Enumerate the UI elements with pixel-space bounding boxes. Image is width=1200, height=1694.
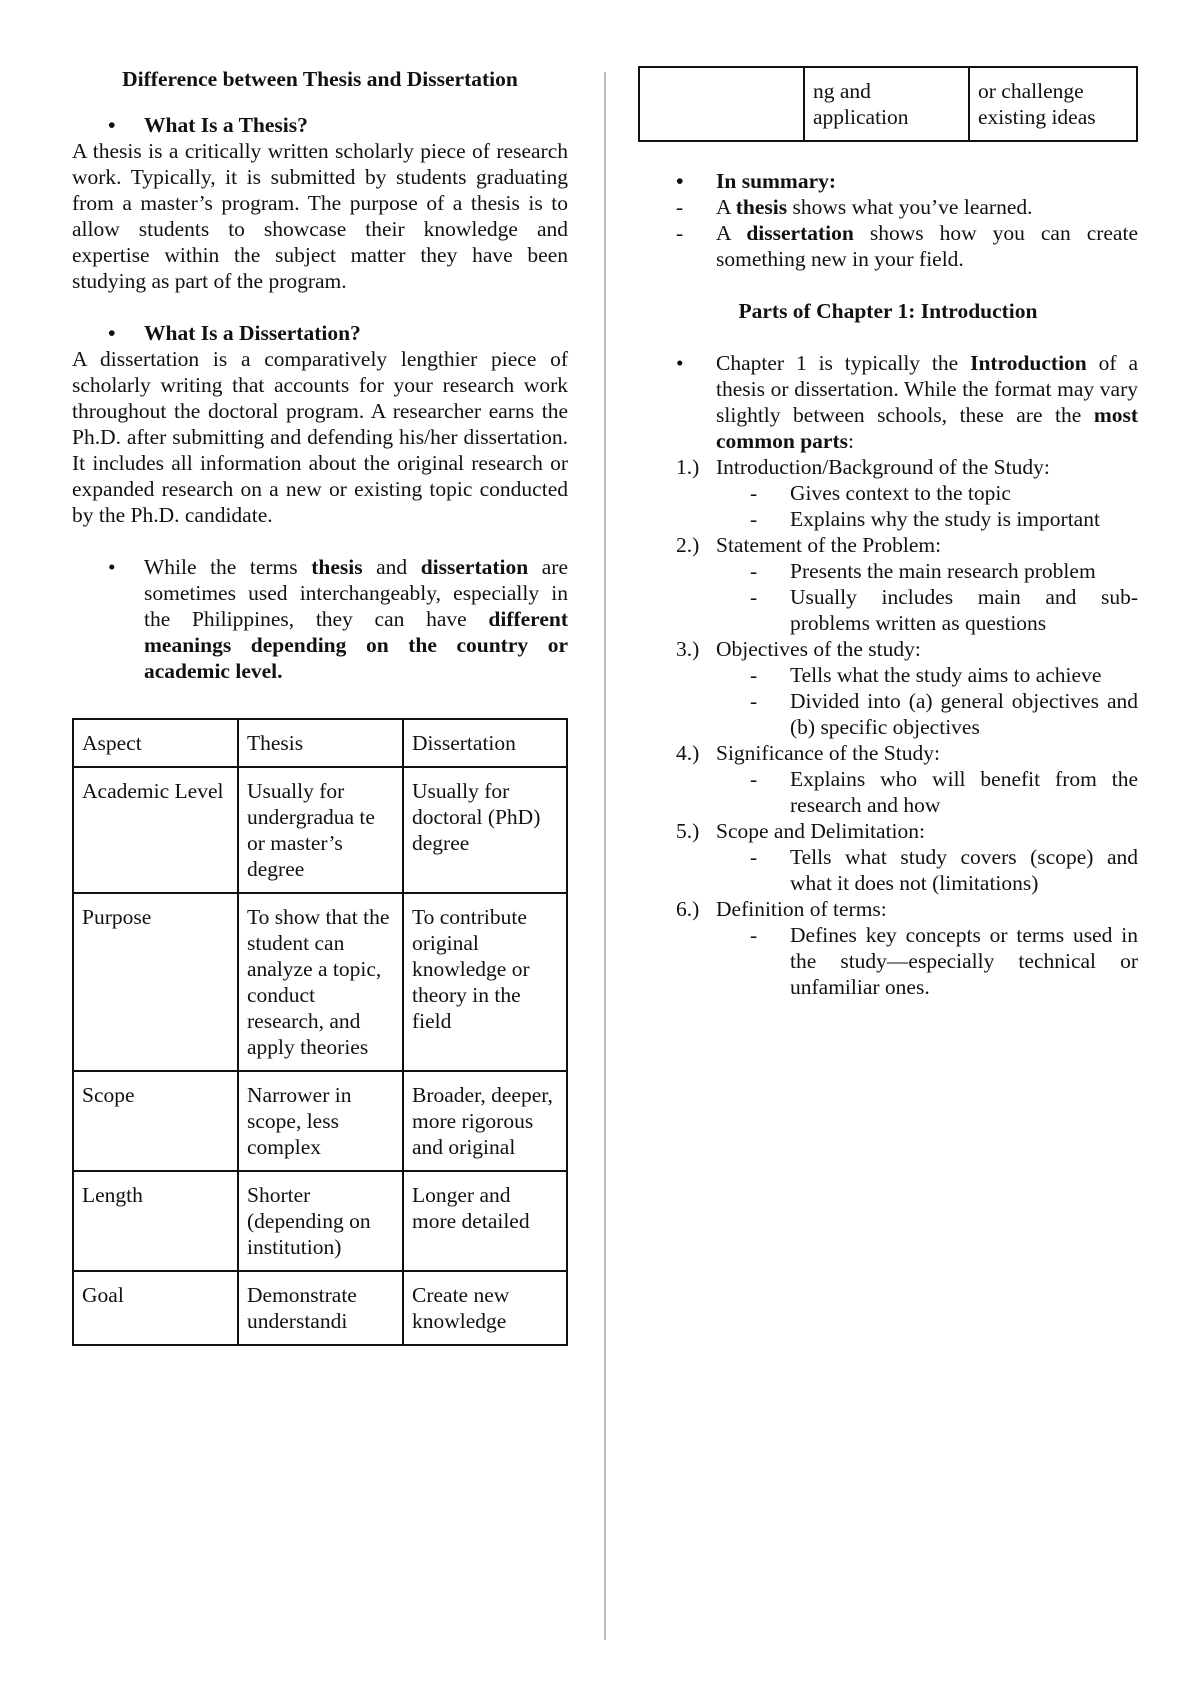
table-cell: Shorter (depending on institution) xyxy=(238,1171,403,1271)
part-subitem: - Tells what the study aims to achieve xyxy=(750,663,1102,687)
part-subitem: - Divided into (a) general objectives and (b) specific objectives xyxy=(750,689,1138,739)
table-header-cell: Dissertation xyxy=(403,719,567,767)
dash-icon: - xyxy=(750,689,758,713)
comparison-table-continued xyxy=(638,66,1138,142)
table-cell: To contribute original knowledge or theory in the field xyxy=(403,893,567,1071)
table-cell: or challenge existing ideas xyxy=(969,67,1137,141)
part-subitem: - Defines key concepts or terms used in the study—especially technical or unfamiliar ones. xyxy=(750,923,1138,999)
table-cell: Create new knowledge xyxy=(403,1271,567,1345)
part-title: 1.) Introduction/Background of the Study: xyxy=(676,455,1050,479)
table-row xyxy=(73,893,567,1071)
table-row xyxy=(639,67,1137,141)
table-cell: Usually for undergradua te or master’s degree xyxy=(238,767,403,893)
part-title: 4.) Significance of the Study: xyxy=(676,741,940,765)
dash-icon: - xyxy=(750,559,758,583)
part-title: 2.) Statement of the Problem: xyxy=(676,533,942,557)
part-subitem: - Explains who will benefit from the research and how xyxy=(750,767,1138,817)
bullet-icon: • xyxy=(676,169,684,193)
thesis-heading: What Is a Thesis? xyxy=(144,113,308,137)
dissertation-heading-item xyxy=(72,320,568,346)
document-title: Difference between Thesis and Dissertation xyxy=(122,67,518,91)
dash-icon: - xyxy=(750,481,758,505)
terms-note: • While the terms thesis and dissertation are sometimes used interchangeably, especially in the Philippines, they can have different meanings depending on the country or academic level. xyxy=(108,555,569,683)
table-cell: Purpose xyxy=(73,893,238,1071)
summary-item: - A dissertation shows how you can create something new in your field. xyxy=(676,221,1138,271)
table-cell xyxy=(639,67,804,141)
dash-icon: - xyxy=(750,923,758,947)
table-cell: Usually for doctoral (PhD) degree xyxy=(403,767,567,893)
dash-icon: - xyxy=(750,845,758,869)
dash-icon: - xyxy=(750,585,758,609)
part-subitem: - Presents the main research problem xyxy=(750,559,1096,583)
bullet-icon: • xyxy=(108,113,116,137)
table-cell: Academic Level xyxy=(73,767,238,893)
table-header-cell: Thesis xyxy=(238,719,403,767)
dash-icon: - xyxy=(750,507,758,531)
dash-icon: - xyxy=(676,195,684,219)
chapter1-intro: • Chapter 1 is typically the Introduction of a thesis or dissertation. While the format may vary slightly between schools, these are the most common parts: xyxy=(676,351,1138,453)
table-cell: Goal xyxy=(73,1271,238,1345)
table-cell: Length xyxy=(73,1171,238,1271)
table-header-row xyxy=(73,719,567,767)
comparison-table xyxy=(72,718,568,1346)
chapter1-heading: Parts of Chapter 1: Introduction xyxy=(738,299,1038,323)
part-subitem: - Gives context to the topic xyxy=(750,481,1011,505)
bullet-icon: • xyxy=(676,351,684,375)
left-column xyxy=(72,66,568,1346)
table-cell: Narrower in scope, less complex xyxy=(238,1071,403,1171)
right-column xyxy=(638,66,1138,1000)
table-row xyxy=(73,767,567,893)
table-cell: To show that the student can analyze a topic, conduct research, and apply theories xyxy=(238,893,403,1071)
table-cell: Longer and more detailed xyxy=(403,1171,567,1271)
table-cell: Demonstrate understandi xyxy=(238,1271,403,1345)
column-divider xyxy=(604,72,606,1640)
part-subitem: - Explains why the study is important xyxy=(750,507,1100,531)
table-cell: Scope xyxy=(73,1071,238,1171)
bullet-icon: • xyxy=(108,555,116,579)
dash-icon: - xyxy=(750,663,758,687)
table-cell: Broader, deeper, more rigorous and original xyxy=(403,1071,567,1171)
dissertation-heading: What Is a Dissertation? xyxy=(144,321,361,345)
summary-heading: In summary: xyxy=(716,169,837,193)
part-title: 6.) Definition of terms: xyxy=(676,897,887,921)
dash-icon: - xyxy=(750,767,758,791)
table-row xyxy=(73,1071,567,1171)
dissertation-definition: A dissertation is a comparatively lengthier piece of scholarly writing that accounts for your research work throughout the doctoral program. A researcher earns the Ph.D. after submitting and defending his/her dissertation. It includes all information about the original research or expanded research on a new or existing topic conducted by the Ph.D. candidate. xyxy=(72,347,568,527)
summary-heading-item xyxy=(638,168,1138,194)
table-row xyxy=(73,1271,567,1345)
part-title: 3.) Objectives of the study: xyxy=(676,637,921,661)
table-header-cell: Aspect xyxy=(73,719,238,767)
table-row xyxy=(73,1171,567,1271)
table-cell: ng and application xyxy=(804,67,969,141)
thesis-definition: A thesis is a critically written scholarly piece of research work. Typically, it is submitted by students graduating from a master’s program. The purpose of a thesis is to allow students to showcase their knowledge and expertise within the subject matter they have been studying as part of the program. xyxy=(72,139,568,293)
thesis-heading-item xyxy=(72,112,568,138)
part-title: 5.) Scope and Delimitation: xyxy=(676,819,925,843)
part-subitem: - Tells what study covers (scope) and what it does not (limitations) xyxy=(750,845,1138,895)
summary-item: - A thesis shows what you’ve learned. xyxy=(676,195,1033,219)
part-subitem: - Usually includes main and sub-problems written as questions xyxy=(750,585,1138,635)
dash-icon: - xyxy=(676,221,684,245)
bullet-icon: • xyxy=(108,321,116,345)
